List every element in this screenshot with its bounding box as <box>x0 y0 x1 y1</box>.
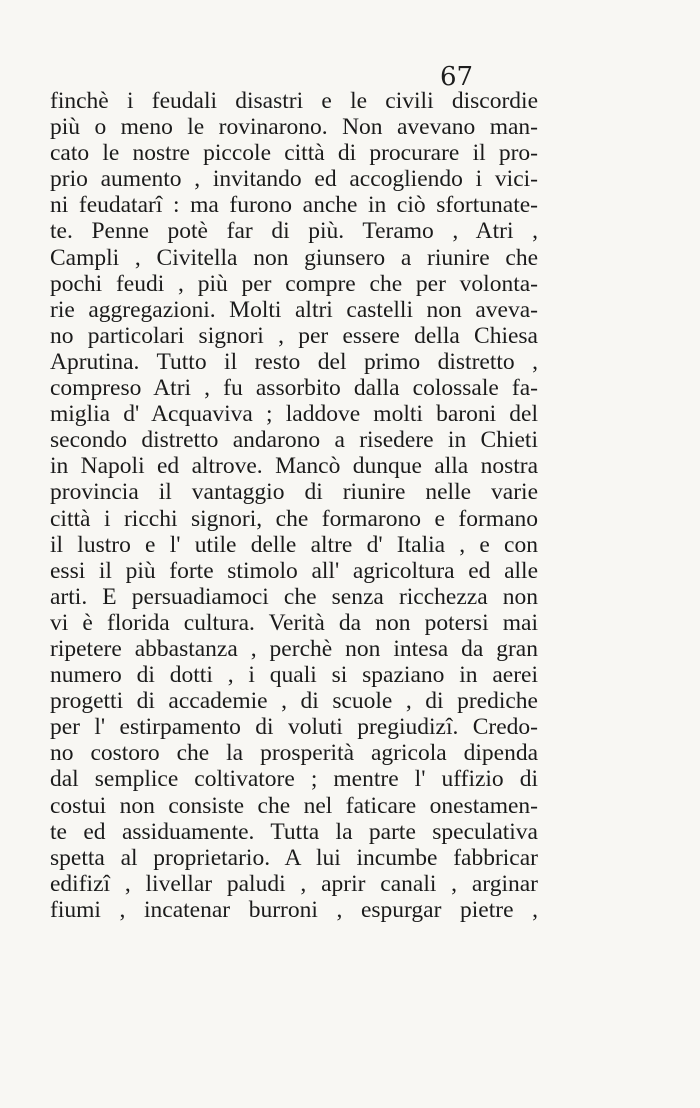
text-line: no costoro che la prosperità agricola dipenda <box>50 740 538 767</box>
text-line: cato le nostre piccole città di procurare il pro- <box>50 140 538 167</box>
text-line: numero di dotti , i quali si spaziano in aerei <box>50 662 538 689</box>
text-line: prio aumento , invitando ed accogliendo i vici- <box>50 166 538 193</box>
text-line: pochi feudi , più per compre che per volonta- <box>50 270 538 297</box>
text-line: ripetere abbastanza , perchè non intesa da gran <box>50 635 538 662</box>
text-line: in Napoli ed altrove. Mancò dunque alla nostra <box>50 453 538 480</box>
text-line: essi il più forte stimolo all' agricoltura ed alle <box>50 557 538 584</box>
text-line: secondo distretto andarono a risedere in Chieti <box>50 427 538 454</box>
text-line: più o meno le rovinarono. Non avevano man- <box>50 114 538 141</box>
text-line: spetta al proprietario. A lui incumbe fabbricar <box>50 844 538 871</box>
text-line: Campli , Civitella non giunsero a riunire che <box>50 244 538 271</box>
text-line: costui non consiste che nel faticare onestamen- <box>50 792 538 819</box>
text-line: compreso Atri , fu assorbito dalla colossale fa- <box>50 375 538 402</box>
text-line: progetti di accademie , di scuole , di prediche <box>50 688 538 715</box>
text-line: il lustro e l' utile delle altre d' Italia , e con <box>50 531 538 558</box>
text-line: miglia d' Acquaviva ; laddove molti baroni del <box>50 401 538 428</box>
text-line: vi è florida cultura. Verità da non potersi mai <box>50 609 538 636</box>
text-line: rie aggregazioni. Molti altri castelli non aveva- <box>50 296 538 323</box>
text-line: fiumi , incatenar burroni , espurgar pietre , <box>50 896 538 923</box>
text-line: no particolari signori , per essere della Chiesa <box>50 322 538 349</box>
text-line: te. Penne potè far di più. Teramo , Atri , <box>50 218 538 245</box>
text-line: finchè i feudali disastri e le civili discordie <box>50 88 538 114</box>
text-line: per l' estirpamento di voluti pregiudizî. Credo- <box>50 714 538 741</box>
text-line: edifizî , livellar paludi , aprir canali , arginar <box>50 870 538 897</box>
text-line: dal semplice coltivatore ; mentre l' uffizio di <box>50 766 538 793</box>
text-line: città i ricchi signori, che formarono e formano <box>50 505 538 532</box>
text-line: Aprutina. Tutto il resto del primo distretto , <box>50 348 538 375</box>
text-line: arti. E persuadiamoci che senza ricchezza non <box>50 583 538 610</box>
page-number: 67 <box>440 62 474 92</box>
body-text <box>50 88 538 923</box>
text-line: te ed assiduamente. Tutta la parte speculativa <box>50 818 538 845</box>
text-line: ni feudatarî : ma furono anche in ciò sfortunate- <box>50 192 538 219</box>
text-line: provincia il vantaggio di riunire nelle varie <box>50 479 538 506</box>
